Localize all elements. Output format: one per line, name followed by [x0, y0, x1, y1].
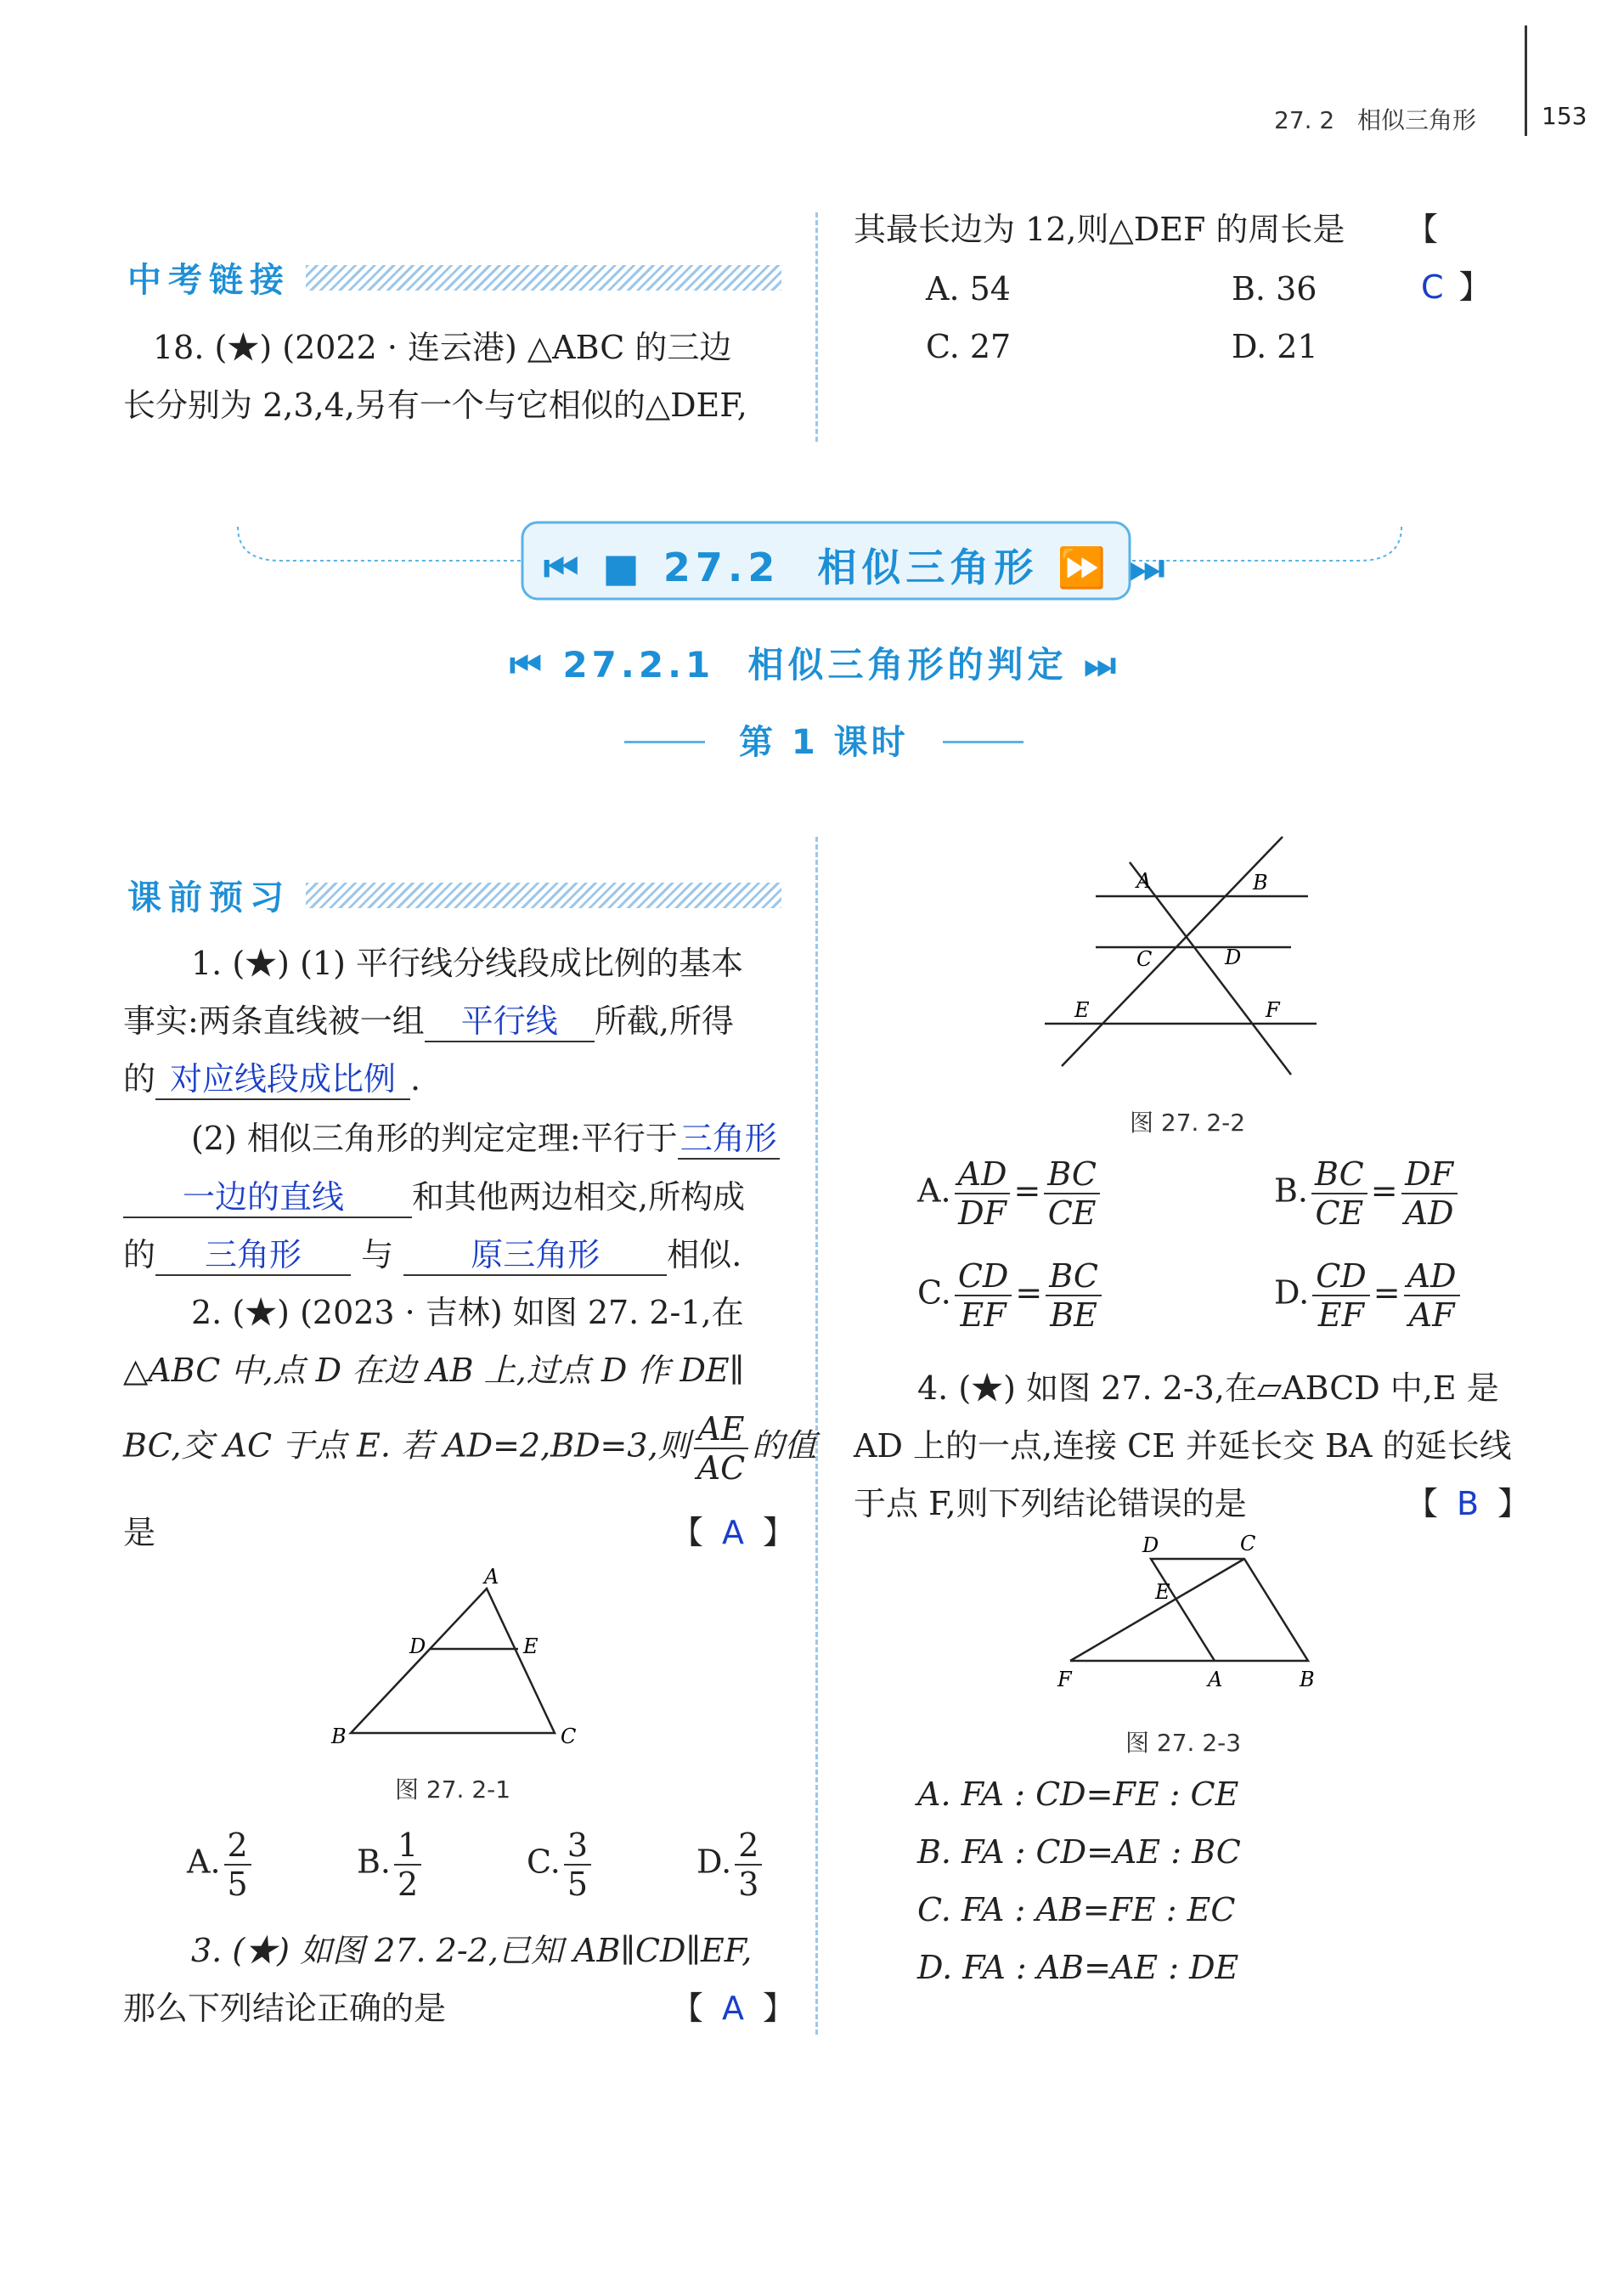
- fig3-caption: 图 27. 2-3: [1125, 1729, 1242, 1757]
- forward-icon: ⏩ ⏭: [1057, 545, 1170, 590]
- fig3-label-a: A: [1208, 1668, 1223, 1691]
- q4-option-c: C. FA : AB=FE : EC: [917, 1891, 1236, 1928]
- header-title: 相似三角形: [1356, 106, 1476, 134]
- q18-option-c: C. 27: [926, 328, 1012, 365]
- banner-main-text: 27.2 相似三角形: [663, 545, 1039, 590]
- column-divider-top: [815, 212, 818, 442]
- q3-answer: A: [722, 1990, 745, 2027]
- q18-option-a: A. 54: [926, 270, 1011, 308]
- q1a-line2: [123, 992, 734, 1050]
- q2-line3b: 的值: [752, 1426, 817, 1465]
- q1a-pre: 事实:两条直线被一组: [123, 1002, 425, 1040]
- fig3-label-f: F: [1057, 1668, 1072, 1691]
- banner-main-title: [544, 537, 1170, 593]
- q1b-line3: [123, 1226, 742, 1284]
- fig3-label-e: E: [1155, 1580, 1170, 1604]
- q1a-line1: 1. (★) (1) 平行线分线段成比例的基本: [191, 945, 743, 982]
- fig3-label-c: C: [1240, 1533, 1256, 1555]
- figure-27-2-1: [314, 1563, 595, 1759]
- q1a-line3: [123, 1050, 420, 1108]
- header-rule: [1525, 25, 1527, 136]
- q2-line2: △ABC 中,点 D 在边 AB 上,过点 D 作 DE∥: [123, 1352, 745, 1389]
- q1b-mid: 和其他两边相交,所构成: [412, 1178, 746, 1216]
- running-header: [1274, 102, 1476, 136]
- q3-line2: 那么下列结论正确的是: [123, 1990, 447, 2027]
- q2-bracket: 【 A 】: [671, 1514, 796, 1551]
- lesson-rule-left: [624, 741, 705, 743]
- q1b-blank2: 三角形: [205, 1236, 302, 1273]
- q1b-blank1b: 一边的直线: [183, 1178, 345, 1216]
- lesson-label: 第 1 课时: [739, 723, 909, 762]
- rewind-icon: ⏮ ■: [544, 545, 645, 590]
- figure-27-2-2: [1036, 828, 1342, 1083]
- zhongkao-hatch: [306, 265, 781, 291]
- q1a-blank2: 对应线段成比例: [170, 1060, 397, 1098]
- q1a-de: 的: [123, 1060, 156, 1098]
- q1a-mid: 所截,所得: [594, 1002, 734, 1040]
- q2-frac-den: AC: [696, 1449, 746, 1487]
- fig2-label-f: F: [1266, 998, 1280, 1022]
- fig1-label-c: C: [561, 1725, 577, 1748]
- fig3-label-d: D: [1142, 1533, 1159, 1557]
- q1b-line1: [191, 1109, 780, 1167]
- q18-answer: C: [1421, 268, 1444, 306]
- figure-27-2-3: [1045, 1533, 1325, 1703]
- q3-option-d: D. $\frac{CD}{EF}$ = $\frac{AD}{AF}$: [1274, 1257, 1463, 1334]
- q2-frac-num: AE: [694, 1410, 749, 1449]
- fig2-label-a: A: [1136, 869, 1152, 893]
- q4-bracket: 【 B 】: [1406, 1485, 1531, 1522]
- q2-line3: [123, 1410, 816, 1487]
- q2-option-b: B. $\frac{1}{2}$: [357, 1826, 425, 1903]
- q1b-blank3: 原三角形: [471, 1236, 601, 1273]
- q18-line2: 长分别为 2,3,4,另有一个与它相似的△DEF,: [123, 387, 747, 424]
- fig1-label-a: A: [484, 1565, 499, 1589]
- sub-rewind-icon: ⏮: [510, 644, 546, 686]
- q1b-pre: (2) 相似三角形的判定定理:平行于: [191, 1120, 678, 1157]
- fig1-label-d: D: [409, 1634, 426, 1658]
- q3-option-b: B. $\frac{BC}{CE}$ = $\frac{DF}{AD}$: [1274, 1155, 1461, 1232]
- banner-sub-text: 27.2.1 相似三角形的判定: [562, 644, 1068, 686]
- q3-option-a: A. $\frac{AD}{DF}$ = $\frac{BC}{CE}$: [917, 1155, 1103, 1232]
- q2-line3a: BC,交 AC 于点 E. 若 AD=2,BD=3,则: [123, 1426, 691, 1465]
- fig3-label-b: B: [1300, 1668, 1315, 1691]
- q1b-de: 的: [123, 1236, 156, 1273]
- q2-answer: A: [722, 1514, 745, 1551]
- q3-line1: 3. (★) 如图 27. 2-2,已知 AB∥CD∥EF,: [191, 1932, 753, 1969]
- banner-sub-title: [510, 637, 1120, 688]
- q2-line4: 是: [123, 1514, 156, 1551]
- fig2-label-c: C: [1136, 947, 1153, 971]
- fig1-caption: 图 27. 2-1: [395, 1775, 511, 1804]
- q2-line1: 2. (★) (2023 · 吉林) 如图 27. 2-1,在: [191, 1294, 744, 1331]
- lesson-rule-right: [943, 741, 1023, 743]
- q4-line1: 4. (★) 如图 27. 2-3,在▱ABCD 中,E 是: [917, 1369, 1499, 1407]
- fig1-label-e: E: [523, 1634, 539, 1658]
- q4-option-a: A. FA : CD=FE : CE: [917, 1775, 1239, 1813]
- preview-label: 课前预习: [127, 878, 290, 917]
- q18-option-d: D. 21: [1232, 328, 1318, 365]
- fig2-label-e: E: [1074, 998, 1090, 1022]
- fig2-caption: 图 27. 2-2: [1130, 1109, 1246, 1137]
- page-number: 153: [1542, 102, 1587, 130]
- fig1-label-b: B: [331, 1725, 347, 1748]
- q4-line3: 于点 F,则下列结论错误的是: [854, 1485, 1247, 1522]
- q3-bracket: 【 A 】: [671, 1990, 796, 2027]
- q1b-end: 相似.: [667, 1236, 742, 1273]
- q2-option-c: C. $\frac{3}{5}$: [527, 1826, 595, 1903]
- sub-forward-icon: ⏭: [1084, 644, 1120, 686]
- q4-line2: AD 上的一点,连接 CE 并延长交 BA 的延长线: [854, 1427, 1512, 1465]
- zhongkao-label: 中考链接: [127, 261, 290, 300]
- q2-fraction: [694, 1410, 749, 1487]
- q18-line1: 18. (★) (2022 · 连云港) △ABC 的三边: [153, 329, 732, 366]
- q2-option-a: A. $\frac{2}{5}$: [187, 1826, 255, 1903]
- fig2-label-b: B: [1253, 871, 1268, 895]
- header-section: 27. 2: [1274, 106, 1335, 134]
- q18-line3-text: 其最长边为 12,则△DEF 的周长是: [854, 211, 1345, 248]
- q18-bracket: 【 C 】: [1406, 211, 1491, 306]
- q1a-end: .: [410, 1060, 421, 1098]
- preview-hatch: [306, 883, 781, 908]
- q1b-line2: [123, 1168, 745, 1226]
- q1b-blank1a: 三角形: [679, 1120, 777, 1157]
- q18-option-b: B. 36: [1232, 270, 1317, 308]
- q1b-yu: 与: [361, 1236, 394, 1273]
- q1a-blank1: 平行线: [460, 1002, 558, 1040]
- fig2-label-d: D: [1225, 946, 1242, 969]
- q4-answer: B: [1457, 1485, 1480, 1522]
- q3-option-c: C. $\frac{CD}{EF}$ = $\frac{BC}{BE}$: [917, 1257, 1105, 1334]
- q2-option-d: D. $\frac{2}{3}$: [696, 1826, 765, 1903]
- q4-option-d: D. FA : AB=AE : DE: [917, 1949, 1239, 1986]
- q4-option-b: B. FA : CD=AE : BC: [917, 1833, 1241, 1871]
